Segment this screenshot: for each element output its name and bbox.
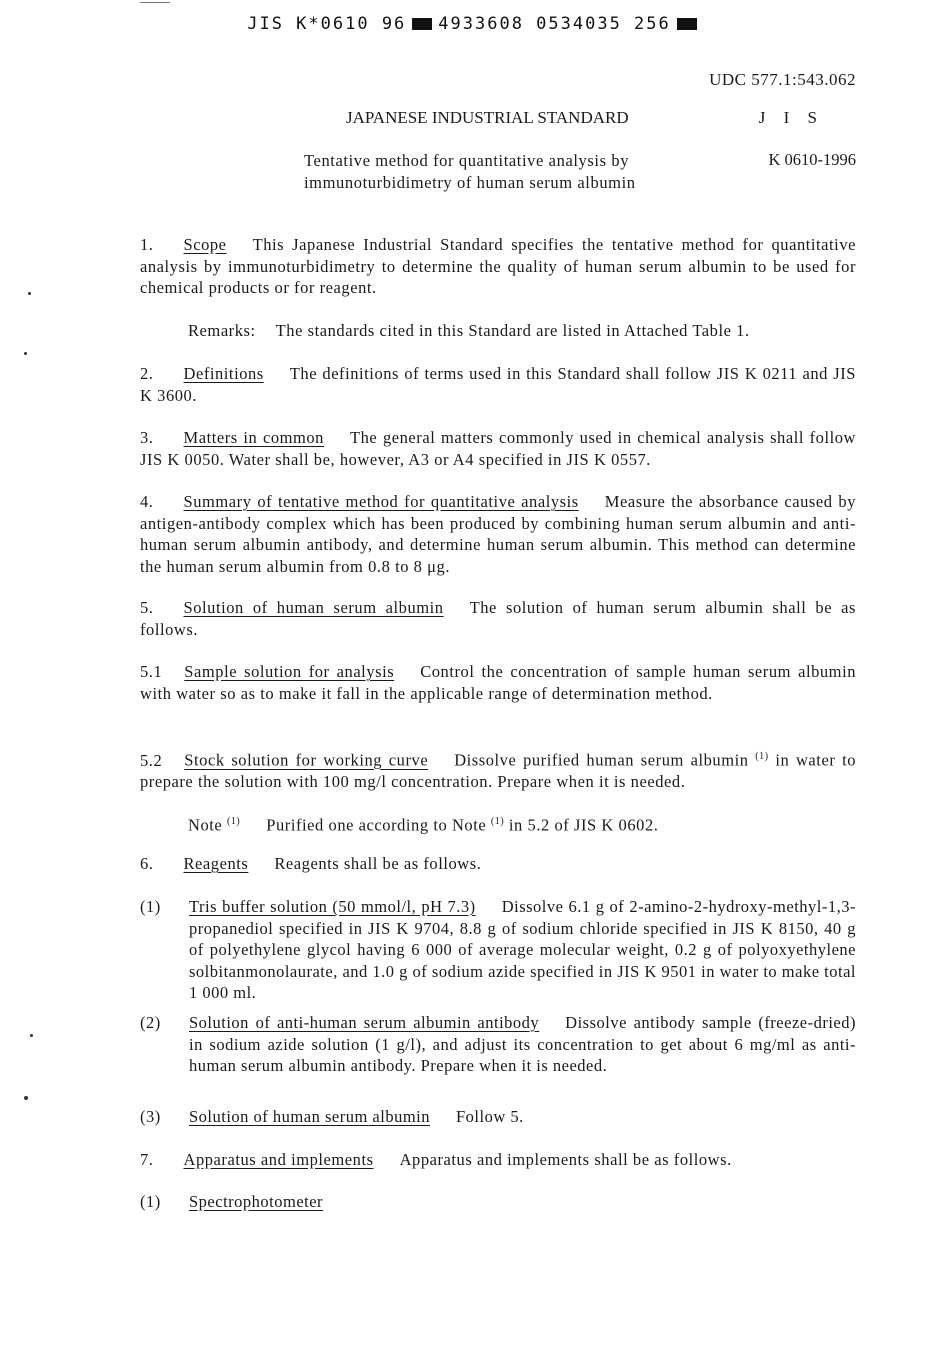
note-text-b: in 5.2 of JIS K 0602.: [508, 815, 659, 835]
scan-speck: [30, 1034, 33, 1037]
section-title: Definitions: [183, 364, 264, 383]
item-text: Dissolve 6.1 g of 2-amino-2-hydroxy-methyl-1,3-propanediol specified in JIS K 9704, 8.8 g of sodium chloride specified in JIS K 8150, 40 g of polyethylene glycol having 6 000 of average molecular weight, 0.2 g of polyoxyethylene solbitanmonolaurate, and 1.0 g of sodium azide specified in JIS K 9501 in water to make total 1 000 ml.: [189, 897, 856, 1002]
section-title: Stock solution for working curve: [184, 750, 429, 770]
section-2-definitions: [140, 363, 856, 406]
section-text: The general matters commonly used in chemical analysis shall follow JIS K 0050. Water shall be, however, A3 or A4 specified in JIS K 0557.: [140, 428, 856, 469]
section-text: Reagents shall be as follows.: [274, 854, 482, 873]
item-title: Tris buffer solution (50 mmol/l, pH 7.3): [189, 897, 476, 916]
section-5-2-stock-solution: [140, 746, 856, 793]
section-title: Solution of human serum albumin: [183, 598, 444, 617]
standard-number: K 0610-1996: [768, 150, 856, 169]
udc-number: UDC 577.1:543.062: [709, 70, 856, 89]
section-number: 5.: [140, 598, 154, 617]
item-text: Follow 5.: [455, 1107, 524, 1126]
section-number: 4.: [140, 492, 154, 511]
section-text-b: in water to prepare the solution with 100 mg/l concentration. Prepare when it is needed.: [140, 750, 857, 791]
reagent-item-2: [140, 1012, 856, 1077]
jis-label: J I S: [758, 108, 824, 127]
section-6-reagents: [140, 853, 856, 875]
section-number: 5.2: [140, 750, 163, 770]
item-number: (1): [140, 1192, 161, 1211]
note-reference: (1): [490, 816, 505, 827]
section-1-scope: [140, 234, 856, 299]
document-subtitle: [304, 150, 724, 194]
scan-mark: [140, 2, 170, 3]
section-text-a: Dissolve purified human serum albumin: [454, 750, 749, 770]
item-title: Solution of anti-human serum albumin antibody: [189, 1013, 540, 1032]
section-4-summary: [140, 491, 856, 577]
section-title: Summary of tentative method for quantitative analysis: [183, 492, 579, 511]
code-block-mark: [677, 18, 697, 30]
item-number: (2): [140, 1013, 161, 1032]
scan-speck: [24, 1096, 28, 1100]
subtitle-line-1: Tentative method for quantitative analysis by: [304, 151, 630, 170]
section-3-matters-in-common: [140, 427, 856, 470]
reagent-item-1: [140, 896, 856, 1004]
standard-title: JAPANESE INDUSTRIAL STANDARD: [346, 108, 629, 127]
section-title: Scope: [183, 235, 227, 254]
remarks: [188, 320, 868, 341]
note-reference: (1): [226, 816, 241, 827]
section-text: This Japanese Industrial Standard specifies the tentative method for quantitative analysis by immunoturbidimetry to determine the quality of human serum albumin to be used for chemical products or for reagent.: [140, 235, 856, 297]
section-number: 6.: [140, 854, 154, 873]
section-5-solution: [140, 597, 856, 640]
section-number: 5.1: [140, 662, 163, 681]
item-number: (3): [140, 1107, 161, 1126]
scan-speck: [24, 352, 27, 355]
section-number: 2.: [140, 364, 154, 383]
reagent-item-3: [140, 1106, 856, 1128]
note-label: Note: [188, 815, 223, 835]
section-title: Reagents: [183, 854, 249, 873]
section-title: Matters in common: [183, 428, 324, 447]
section-text: Apparatus and implements shall be as follows.: [399, 1150, 732, 1169]
section-number: 7.: [140, 1150, 154, 1169]
item-text: Dissolve antibody sample (freeze-dried) in sodium azide solution (1 g/l), and adjust its concentration to get about 6 mg/ml as anti-human serum albumin antibody. Prepare when it is needed.: [189, 1013, 856, 1075]
code-block-mark: [412, 18, 432, 30]
scan-speck: [28, 292, 31, 295]
section-title: Apparatus and implements: [183, 1150, 374, 1169]
apparatus-item-1: [140, 1191, 856, 1213]
document-code-line: [0, 14, 950, 34]
section-number: 3.: [140, 428, 154, 447]
item-title: Solution of human serum albumin: [189, 1107, 430, 1126]
section-title: Sample solution for analysis: [184, 662, 395, 681]
item-number: (1): [140, 897, 161, 916]
document-code-left: JIS K*0610 96: [247, 14, 407, 34]
note-text-a: Purified one according to Note: [266, 815, 487, 835]
note-1: [188, 811, 868, 836]
section-text: Measure the absorbance caused by antigen-antibody complex which has been produced by combining human serum albumin and anti-human serum albumin antibody, and determine human serum albumin. This method can determine the human serum albumin from 0.8 to 8 μg.: [140, 492, 856, 576]
note-reference: (1): [755, 751, 769, 762]
item-title: Spectrophotometer: [189, 1192, 324, 1211]
section-text: Control the concentration of sample human serum albumin with water so as to make it fall in the applicable range of determination method.: [140, 662, 856, 703]
section-text: The solution of human serum albumin shall be as follows.: [140, 598, 856, 639]
section-7-apparatus: [140, 1149, 856, 1171]
section-number: 1.: [140, 235, 154, 254]
section-5-1-sample-solution: [140, 661, 856, 704]
section-text: The definitions of terms used in this Standard shall follow JIS K 0211 and JIS K 3600.: [140, 364, 856, 405]
document-code-right: 4933608 0534035 256: [438, 14, 671, 34]
subtitle-line-2: immunoturbidimetry of human serum albumin: [304, 173, 636, 192]
remarks-text: The standards cited in this Standard are listed in Attached Table 1.: [275, 321, 750, 340]
remarks-label: Remarks:: [188, 321, 256, 340]
